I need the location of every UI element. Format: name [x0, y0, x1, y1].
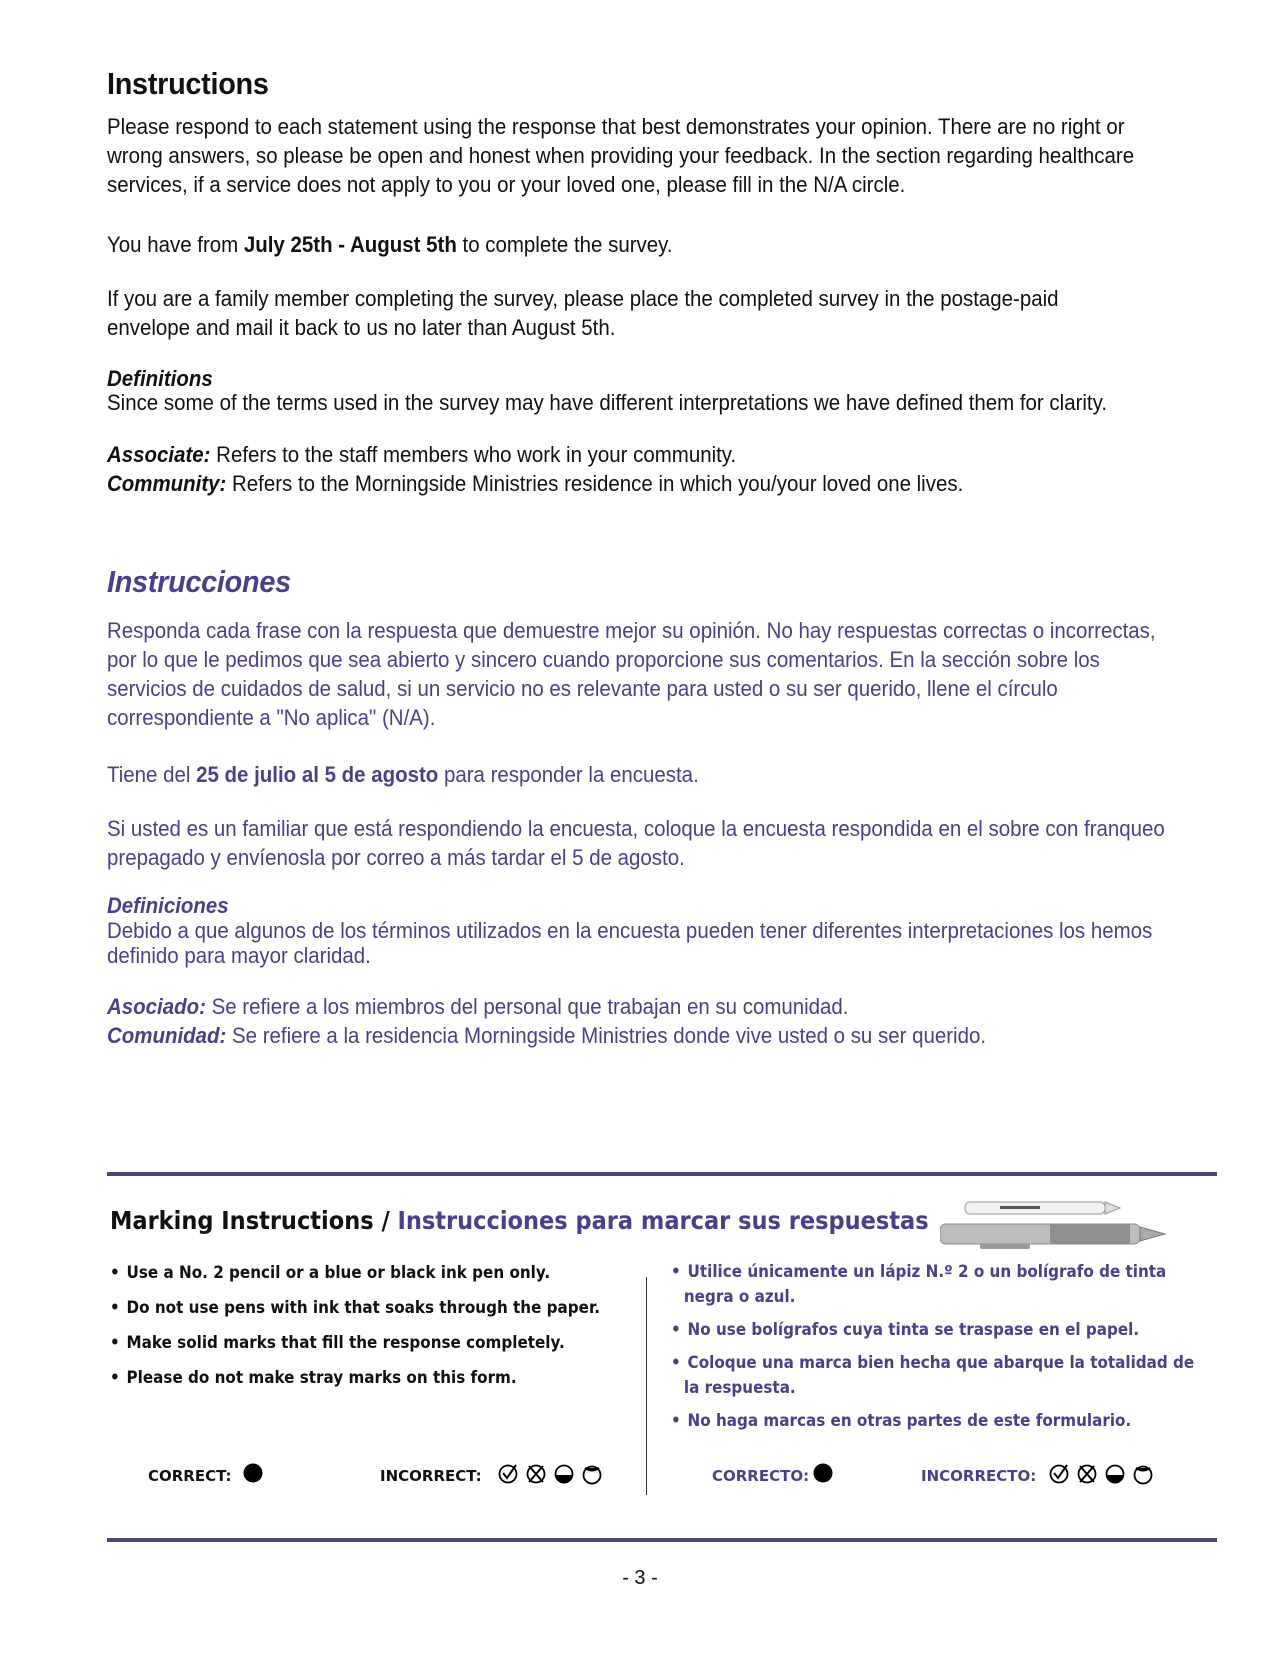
family-member-paragraph: If you are a family member completing the survey, please place the completed survey in the postage-paid envelope and mail it back to us no later than August 5th.	[107, 286, 1059, 340]
incorrect-marks-icons	[497, 1463, 609, 1485]
definiciones-heading: Definiciones	[107, 893, 229, 918]
filled-circle-icon	[812, 1462, 834, 1484]
instrucciones-heading: Instrucciones	[107, 564, 291, 599]
list-item: • Use a No. 2 pencil or a blue or black ink pen only.	[110, 1263, 551, 1282]
deadline-text: You have from July 25th - August 5th to complete the survey.	[107, 232, 673, 257]
column-separator	[646, 1277, 647, 1495]
check-circle-icon	[500, 1465, 517, 1483]
list-item: • Please do not make stray marks on this form.	[110, 1368, 517, 1387]
definitions-heading: Definitions	[107, 366, 213, 391]
incorrect-marks-icons-es	[1048, 1463, 1160, 1485]
list-item: • Coloque una marca bien hecha que abarque la totalidad de la respuesta.	[671, 1353, 1195, 1397]
page-number: - 3 -	[622, 1567, 658, 1589]
pen-pencil-illustration	[940, 1200, 1170, 1260]
instructions-heading: Instructions	[107, 66, 269, 101]
check-circle-icon	[1051, 1465, 1068, 1483]
spanish-bullet-list	[671, 1259, 1194, 1433]
pencil-icon	[965, 1202, 1120, 1214]
half-circle-icon	[1107, 1466, 1124, 1484]
x-circle-icon	[528, 1466, 545, 1483]
top-divider	[107, 1172, 1217, 1176]
spanish-definitions-section: Definiciones Debido a que algunos de los términos utilizados en la encuesta pueden tener diferentes interpretaciones los hemos definido para mayor claridad.	[107, 893, 1153, 968]
list-item: • Make solid marks that fill the response completely.	[110, 1333, 565, 1352]
definitions-section: Definitions Since some of the terms used in the survey may have different interpretations we have defined them for clarity.	[107, 366, 1108, 415]
bottom-divider	[107, 1538, 1217, 1542]
list-item: • Do not use pens with ink that soaks through the paper.	[110, 1298, 601, 1317]
spanish-terms-list: Asociado: Se refiere a los miembros del personal que trabajan en su comunidad. Comunidad: Se refiere a la residencia Morningside Ministries donde vive usted o su ser querido.	[107, 994, 987, 1048]
incorrect-label: INCORRECT:	[380, 1467, 482, 1485]
half-circle-icon	[556, 1466, 573, 1484]
spanish-deadline-text: Tiene del 25 de julio al 5 de agosto para responder la encuesta.	[107, 762, 699, 787]
english-bullet-list	[110, 1260, 600, 1390]
terms-list: Associate: Refers to the staff members who work in your community. Community: Refers to the Morningside Ministries residence in which you/your loved one lives.	[107, 442, 964, 496]
spanish-intro-paragraph: Responda cada frase con la respuesta que demuestre mejor su opinión. No hay respuestas correctas o incorrectas, por lo que le pedimos que sea abierto y sincero cuando proporcione sus comentarios. En la sección sobre los servicios de cuidados de salud, si un servicio no es relevante para usted o su ser querido, llene el círculo correspondiente a "No aplica" (N/A).	[107, 618, 1156, 730]
incorrecto-label: INCORRECTO:	[921, 1467, 1037, 1485]
correct-label: CORRECT:	[148, 1467, 232, 1485]
spanish-family-paragraph: Si usted es un familiar que está respondiendo la encuesta, coloque la encuesta respondida en el sobre con franqueo prepagado y envíenosla por correo a más tardar el 5 de agosto.	[107, 816, 1165, 870]
partial-circle-icon	[584, 1467, 601, 1484]
list-item: • No use bolígrafos cuya tinta se traspase en el papel.	[671, 1320, 1140, 1339]
list-item: • No haga marcas en otras partes de este formulario.	[671, 1411, 1132, 1430]
marking-instructions-title: Marking Instructions / Instrucciones para marcar sus respuestas	[110, 1206, 929, 1235]
pen-icon	[940, 1224, 1165, 1249]
x-circle-icon	[1079, 1466, 1096, 1483]
intro-paragraph: Please respond to each statement using the response that best demonstrates your opinion. There are no right or wrong answers, so please be open and honest when providing your feedback. In the section regarding healthcare services, if a service does not apply to you or your loved one, please fill in the N/A circle.	[107, 114, 1135, 197]
partial-circle-icon	[1135, 1467, 1152, 1484]
list-item: • Utilice únicamente un lápiz N.º 2 o un bolígrafo de tinta negra o azul.	[671, 1262, 1167, 1306]
filled-circle-icon	[242, 1462, 264, 1484]
correcto-label: CORRECTO:	[712, 1467, 810, 1485]
